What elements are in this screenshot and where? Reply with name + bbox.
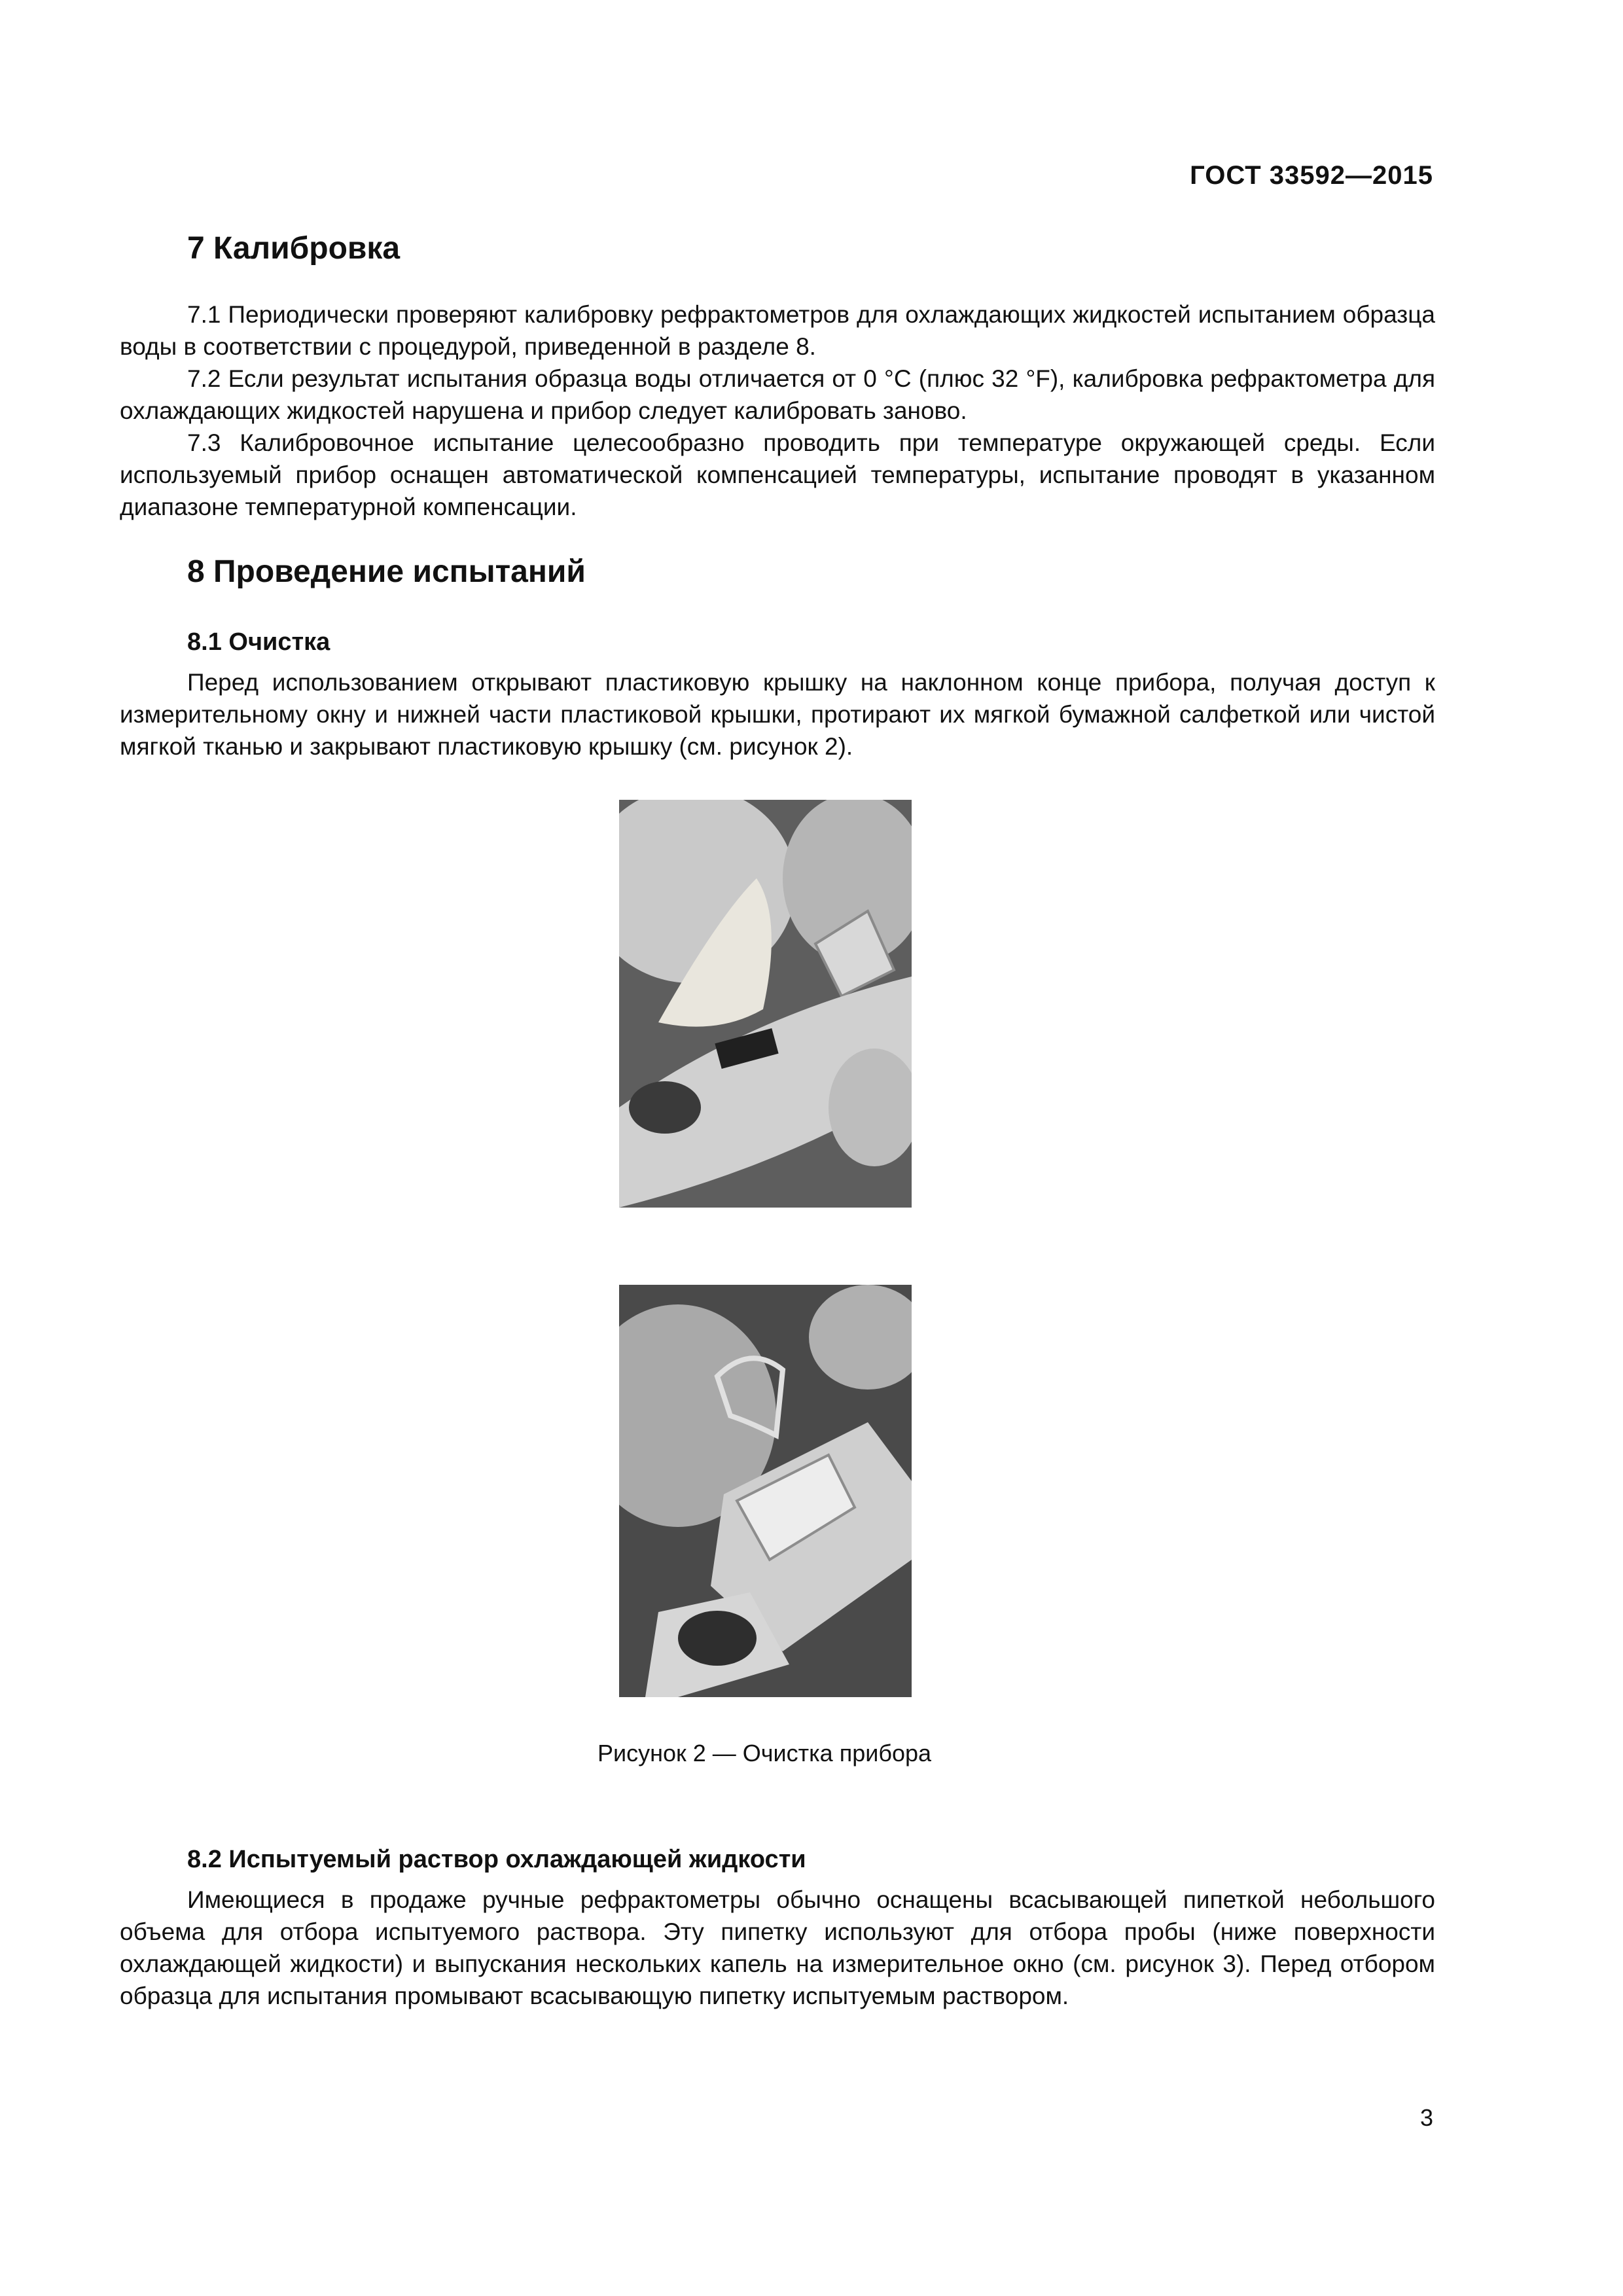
section-8-heading: 8 Проведение испытаний [187, 554, 586, 589]
paragraph-8-2: Имеющиеся в продаже ручные рефрактометры обычно оснащены всасывающей пипеткой небольшого объема для отбора испытуемого раствора. Эту пипетку используют для отбора пробы (ниже поверхности охлаждающей жидкости) и выпускания нескольких капель на измерительное окно (см. рисунок 3). Перед отбором образца для испытания промывают всасывающую пипетку испытуемым раствором. [120, 1886, 1435, 2009]
document-code: ГОСТ 33592—2015 [1190, 161, 1433, 190]
figure-2-caption: Рисунок 2 — Очистка прибора [597, 1740, 932, 1767]
paragraph-7-2: 7.2 Если результат испытания образца воды отличается от 0 °С (плюс 32 °F), калибровка рефрактометра для охлаждающих жидкостей нарушена и прибор следует калибровать заново. [120, 365, 1435, 424]
section-7-heading: 7 Калибровка [187, 231, 401, 266]
photo-cleaning-window [619, 800, 912, 1208]
paragraph-7-3: 7.3 Калибровочное испытание целесообразно проводить при температуре окружающей среды. Если используемый прибор оснащен автоматической компенсацией температуры, испытание проводят в указанном диапазоне температурной компенсации. [120, 429, 1435, 520]
paragraph-8-1: Перед использованием открывают пластиковую крышку на наклонном конце прибора, получая доступ к измерительному окну и нижней части пластиковой крышки, протирают их мягкой бумажной салфеткой или чистой мягкой тканью и закрывают пластиковую крышку (см. рисунок 2). [120, 669, 1435, 760]
photo-pipette-cover-illustration [619, 1285, 912, 1697]
paragraph-7-1: 7.1 Периодически проверяют калибровку рефрактометров для охлаждающих жидкостей испытанием образца воды в соответствии с процедурой, приведенной в разделе 8. [120, 301, 1435, 360]
page-number: 3 [1419, 2104, 1433, 2131]
subsection-8-2-heading: 8.2 Испытуемый раствор охлаждающей жидкости [187, 1846, 806, 1873]
photo-pipette-cover [619, 1285, 912, 1697]
subsection-8-1-heading: 8.1 Очистка [187, 628, 330, 656]
photo-cleaning-window-illustration [619, 800, 912, 1208]
